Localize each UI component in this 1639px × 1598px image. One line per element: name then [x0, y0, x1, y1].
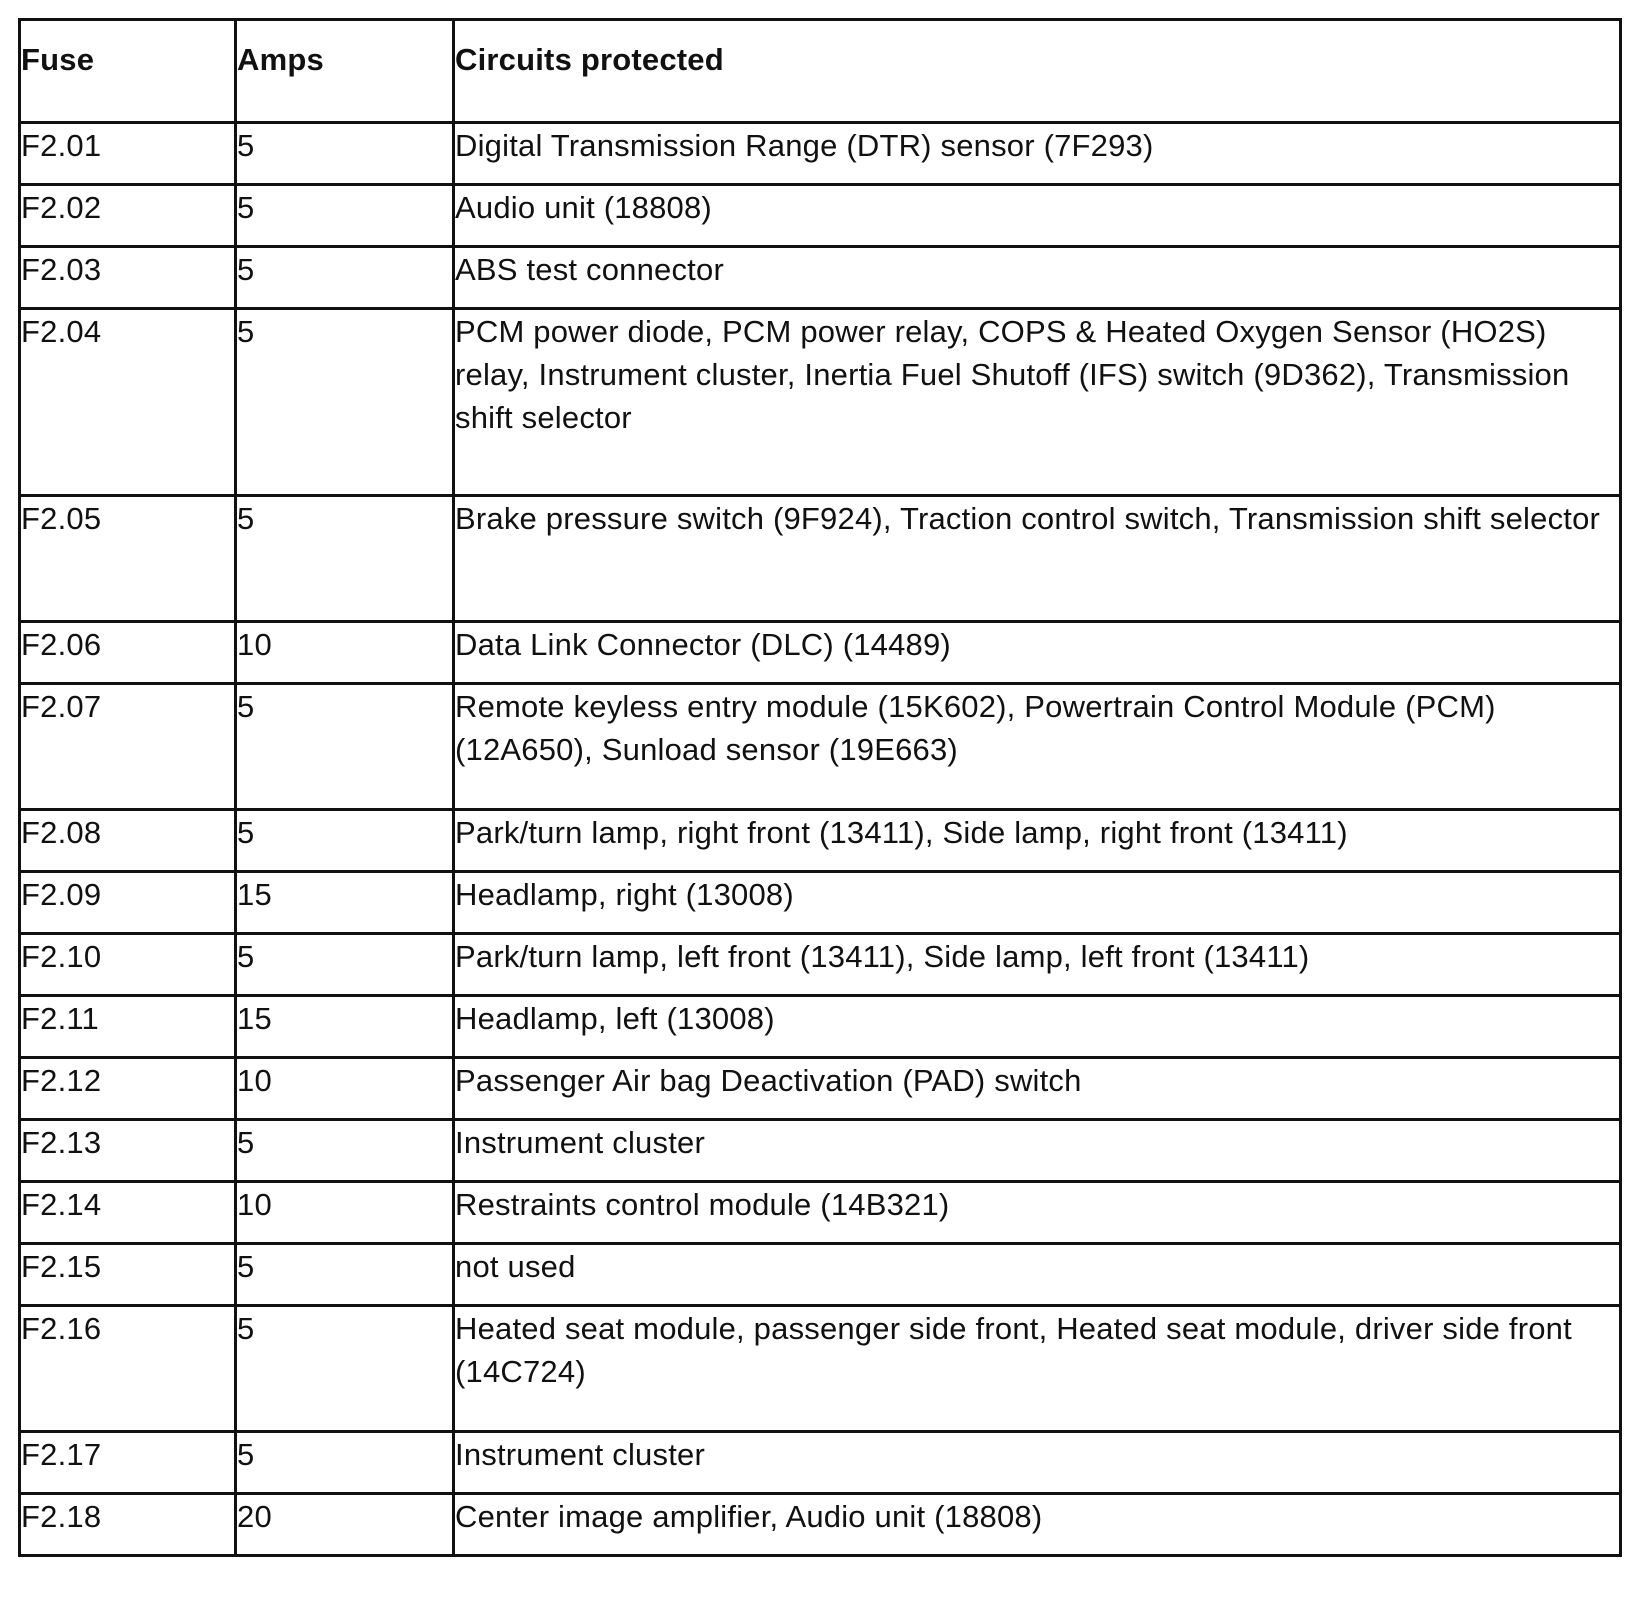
fuse-cell: F2.08	[20, 810, 236, 872]
amps-cell: 5	[236, 1120, 454, 1182]
table-row	[20, 996, 1621, 1058]
circuits-cell: Data Link Connector (DLC) (14489)	[454, 622, 1621, 684]
fuse-cell: F2.17	[20, 1432, 236, 1494]
table-row	[20, 123, 1621, 185]
fuse-cell: F2.02	[20, 185, 236, 247]
table-row	[20, 934, 1621, 996]
circuits-cell: Digital Transmission Range (DTR) sensor (7F293)	[454, 123, 1621, 185]
fuse-cell: F2.04	[20, 309, 236, 496]
table-row	[20, 1432, 1621, 1494]
header-circuits: Circuits protected	[454, 20, 1621, 123]
circuits-cell: Headlamp, left (13008)	[454, 996, 1621, 1058]
fuse-cell: F2.15	[20, 1244, 236, 1306]
circuits-cell: Park/turn lamp, right front (13411), Side lamp, right front (13411)	[454, 810, 1621, 872]
amps-cell: 5	[236, 309, 454, 496]
amps-cell: 5	[236, 496, 454, 622]
circuits-cell: Instrument cluster	[454, 1432, 1621, 1494]
table-row	[20, 684, 1621, 810]
fuse-cell: F2.10	[20, 934, 236, 996]
fuse-cell: F2.18	[20, 1494, 236, 1556]
circuits-cell: Restraints control module (14B321)	[454, 1182, 1621, 1244]
table-row	[20, 622, 1621, 684]
fuse-cell: F2.03	[20, 247, 236, 309]
amps-cell: 10	[236, 622, 454, 684]
table-row	[20, 309, 1621, 496]
circuits-cell: not used	[454, 1244, 1621, 1306]
circuits-cell: Center image amplifier, Audio unit (18808)	[454, 1494, 1621, 1556]
circuits-cell: Brake pressure switch (9F924), Traction control switch, Transmission shift selector	[454, 496, 1621, 622]
amps-cell: 15	[236, 872, 454, 934]
amps-cell: 5	[236, 810, 454, 872]
amps-cell: 20	[236, 1494, 454, 1556]
table-row	[20, 1244, 1621, 1306]
circuits-cell: Passenger Air bag Deactivation (PAD) switch	[454, 1058, 1621, 1120]
fuse-cell: F2.01	[20, 123, 236, 185]
amps-cell: 10	[236, 1182, 454, 1244]
circuits-cell: Remote keyless entry module (15K602), Powertrain Control Module (PCM) (12A650), Sunload sensor (19E663)	[454, 684, 1621, 810]
fuse-table	[18, 18, 1622, 1557]
amps-cell: 5	[236, 1432, 454, 1494]
amps-cell: 5	[236, 934, 454, 996]
fuse-cell: F2.05	[20, 496, 236, 622]
fuse-cell: F2.16	[20, 1306, 236, 1432]
fuse-cell: F2.13	[20, 1120, 236, 1182]
circuits-cell: PCM power diode, PCM power relay, COPS & Heated Oxygen Sensor (HO2S) relay, Instrument cluster, Inertia Fuel Shutoff (IFS) switch (9D362), Transmission shift selector	[454, 309, 1621, 496]
table-row	[20, 810, 1621, 872]
amps-cell: 5	[236, 185, 454, 247]
circuits-cell: Audio unit (18808)	[454, 185, 1621, 247]
amps-cell: 5	[236, 1244, 454, 1306]
amps-cell: 5	[236, 684, 454, 810]
amps-cell: 5	[236, 1306, 454, 1432]
table-row	[20, 496, 1621, 622]
circuits-cell: ABS test connector	[454, 247, 1621, 309]
amps-cell: 5	[236, 123, 454, 185]
circuits-cell: Heated seat module, passenger side front, Heated seat module, driver side front (14C724)	[454, 1306, 1621, 1432]
circuits-cell: Instrument cluster	[454, 1120, 1621, 1182]
table-row	[20, 872, 1621, 934]
fuse-cell: F2.14	[20, 1182, 236, 1244]
header-amps: Amps	[236, 20, 454, 123]
table-row	[20, 185, 1621, 247]
table-row	[20, 1120, 1621, 1182]
fuse-cell: F2.11	[20, 996, 236, 1058]
table-row	[20, 1494, 1621, 1556]
fuse-cell: F2.12	[20, 1058, 236, 1120]
circuits-cell: Park/turn lamp, left front (13411), Side lamp, left front (13411)	[454, 934, 1621, 996]
table-row	[20, 247, 1621, 309]
table-row	[20, 1058, 1621, 1120]
header-row	[20, 20, 1621, 123]
fuse-cell: F2.06	[20, 622, 236, 684]
fuse-cell: F2.09	[20, 872, 236, 934]
amps-cell: 15	[236, 996, 454, 1058]
header-fuse: Fuse	[20, 20, 236, 123]
amps-cell: 5	[236, 247, 454, 309]
circuits-cell: Headlamp, right (13008)	[454, 872, 1621, 934]
table-row	[20, 1306, 1621, 1432]
amps-cell: 10	[236, 1058, 454, 1120]
table-row	[20, 1182, 1621, 1244]
fuse-cell: F2.07	[20, 684, 236, 810]
